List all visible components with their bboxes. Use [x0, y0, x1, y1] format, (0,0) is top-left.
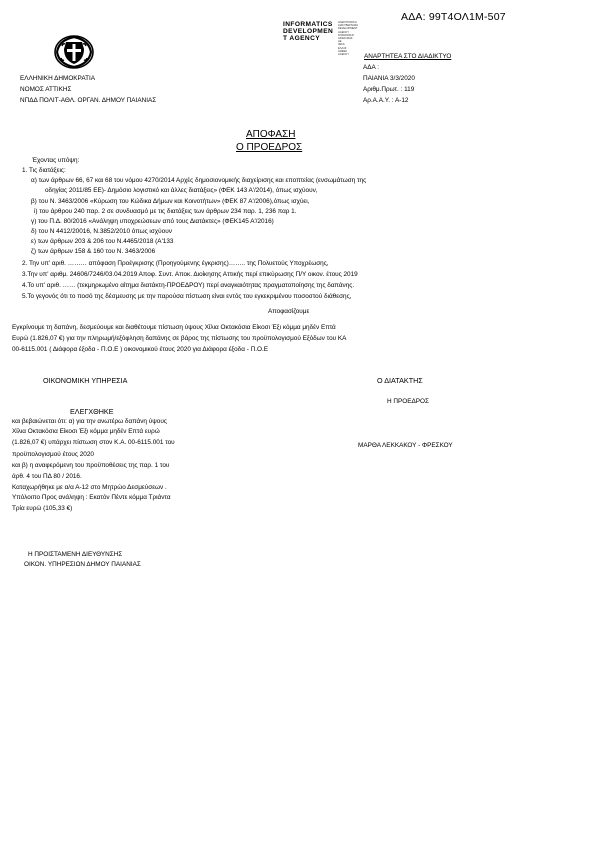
- president-title: Η ΠΡΟΕΔΡΟΣ: [387, 398, 429, 405]
- header-ada-label: ΑΔΑ :: [363, 64, 379, 71]
- verification-line: προϋπολογισμού έτους 2020: [12, 451, 94, 458]
- header-protocol-number: Αριθμ.Πρωτ. : 119: [363, 86, 415, 93]
- regard-item: α) των άρθρων 66, 67 και 68 του νόμου 4270/2014 Αρχές δημοσιονομικής διαχείρισης και εποπτείας (ενσωμάτωση της: [31, 177, 367, 184]
- regard-item: δ) του Ν 4412/20016, Ν.3852/2010 όπως ισχύουν: [31, 228, 172, 235]
- head-of-directorate-title: Η ΠΡΟΙΣΤΑΜΕΝΗ ΔΙΕΥΘΥΝΣΗΣ: [28, 551, 123, 558]
- decision-line: 00-6115.001 ( Διάφορα έξοδα - Π.Ο.Ε ) οικονομικού έτους 2020 για Διάφορα έξοδα - Π.Ο.Ε: [12, 346, 268, 353]
- regard-item: i) του άρθρου 240 παρ. 2 σε συνδυασμό με τις διατάξεις των άρθρων 234 παρ. 1, 236 παρ 1.: [34, 208, 297, 215]
- verification-line: Χίλια Οκτακόσια Είκοσι Έξι κόμμα μηδέν Επτά ευρώ: [12, 428, 160, 435]
- verification-line: Υπόλοιπο Προς ανάληψη : Εκατόν Πέντε κόμμα Τριάντα: [12, 494, 171, 501]
- decision-line: Εγκρίνουμε τη δαπάνη, δεσμεύουμε και διαθέτουμε πίστωση ύψους Χίλια Οκτακόσια Είκοσι Έξι κόμμα μηδέν Επτά: [12, 324, 336, 331]
- regard-item: 1. Τις διατάξεις:: [22, 167, 66, 174]
- verification-line: Τρία ευρώ (105,33 €): [12, 505, 73, 512]
- header-place-date: ΠΑΙΑΝΙΑ 3/3/2020: [363, 75, 415, 82]
- greek-emblem-logo: [53, 34, 95, 70]
- document-subtitle: Ο ΠΡΟΕΔΡΟΣ: [236, 142, 303, 153]
- top-ada: ΑΔΑ: 99Τ4ΟΛ1Μ-507: [401, 11, 506, 23]
- idika-logo-line: INFORMATICS: [283, 21, 333, 28]
- header-country: ΕΛΛΗΝΙΚΗ ΔΗΜΟΚΡΑΤΙΑ: [20, 75, 96, 82]
- financial-service-heading: ΟΙΚΟΝΟΜΙΚΗ ΥΠΗΡΕΣΙΑ: [43, 376, 128, 385]
- verification-line: και βεβαιώνεται ότι: α) για την ανωτέρω δαπάνη ύψους: [12, 418, 167, 425]
- idika-logo-line: T AGENCY: [283, 35, 321, 43]
- regard-item: ζ) των άρθρων 158 & 160 του Ν. 3463/2006: [31, 248, 156, 255]
- checked-heading: ΕΛΕΓΧΘΗΚΕ: [70, 407, 114, 416]
- verification-line: (1.826,07 €) υπάρχει πίστωση στον Κ.Α. 00-6115.001 του: [12, 439, 175, 446]
- document-title: ΑΠΟΦΑΣΗ: [246, 129, 296, 140]
- header-organization: ΝΠΔΔ ΠΟΛΙΤ-ΑΘΛ. ΟΡΓΑΝ. ΔΗΜΟΥ ΠΑΙΑΝΙΑΣ: [20, 97, 157, 104]
- verification-line: και β) η αναφερόμενη του προϋποθέσεις της παρ. 1 του: [12, 462, 170, 469]
- regard-item: οδηγίας 2011/85 ΕΕ)- Δημόσιο λογιστικό και άλλες διατάξεις» (ΦΕΚ 143 Α'/2014), όπως ισχύουν,: [45, 187, 318, 194]
- idika-logo: [283, 21, 359, 57]
- decide-heading: Αποφασίζουμε: [268, 308, 310, 315]
- authorizing-officer-heading: Ο ΔΙΑΤΑΚΤΗΣ: [377, 376, 423, 385]
- idika-logo-line: DEVELOPMEN: [283, 28, 334, 36]
- header-aay-number: Αρ.Α.Α.Υ. : Α-12: [363, 97, 409, 104]
- verification-line: άρθ. 4 του ΠΔ 80 / 2016.: [12, 473, 82, 480]
- idika-logo-small-text: ΗΛΕΚΤΡΟΝΙΚΗ ΔΙΑΚΥΒΕΡΝΗΣΗ DEVELOPMENT AGENCY ΚΟΙΝΩΝΙΚΗΣ ΑΣΦΑΛΙΣΗΣ ΑΕ ΙΔΙΚΑ ΕΛΛΑΣ GREEK AGENCY: [338, 21, 359, 57]
- regard-item: 3.Την υπ' αριθμ. 24606/7246/03.04.2019 Αποφ. Συντ. Αποκ. Διοίκησης Αττικής περί επικύρωσης Π/Υ οικον. έτους 2019: [22, 271, 358, 278]
- regard-item: 5.Το γεγονός ότι το ποσό της δέσμευσης με την παρούσα πίστωση είναι εντός του εγκεκριμένου ποσοστού διάθεσης,: [22, 293, 352, 300]
- president-name: ΜΑΡΘΑ ΛΕΚΚΑΚΟΥ - ΦΡΕΣΚΟΥ: [358, 442, 453, 449]
- regard-item: ε) των άρθρων 203 & 206 του Ν.4465/2018 (Α'133: [31, 238, 174, 245]
- regard-item: 4.Το υπ' αριθ. …… (τεκμηριωμένο αίτημα διατάκτη-ΠΡΟΕΔΡΟΥ) περί αναγκαιότητας πραγματοποίησης της δαπάνης.: [22, 282, 355, 289]
- regard-item: 2. Την υπ' αριθ. ……… απόφαση Προέγκρισης (Προηγούμενης έγκρισης)…….. της Πολυετούς Υποχρέωσης,: [22, 260, 329, 267]
- post-online-label: ΑΝΑΡΤΗΤΕΑ ΣΤΟ ΔΙΑΔΙΚΤΥΟ: [364, 53, 452, 60]
- head-of-directorate-subtitle: ΟΙΚΟΝ. ΥΠΗΡΕΣΙΩΝ ΔΗΜΟΥ ΠΑΙΑΝΙΑΣ: [24, 561, 141, 568]
- verification-line: Καταχωρήθηκε με α/α Α-12 στο Μητρώο Δεσμεύσεων .: [12, 484, 167, 491]
- header-prefecture: ΝΟΜΟΣ ΑΤΤΙΚΗΣ: [20, 86, 72, 93]
- decision-line: Ευρώ (1.826,07 €) για την πληρωμή/εξόφληση δαπάνης σε βάρος της πίστωσης του προϋπολογισμού Εξόδων του ΚΑ: [12, 335, 347, 342]
- regard-item: γ) του Π.Δ. 80/2016 «Ανάληψη υποχρεώσεων από τους Διατάκτες» (ΦΕΚ145 Α'/2016): [31, 218, 274, 225]
- regard-item: β) του Ν. 3463/2006 «Κύρωση του Κώδικα Δήμων και Κοινοτήτων» (ΦΕΚ 87 Α'/2006),όπως ισχύει,: [31, 198, 310, 205]
- having-regard-heading: Έχοντας υπόψη:: [32, 157, 80, 164]
